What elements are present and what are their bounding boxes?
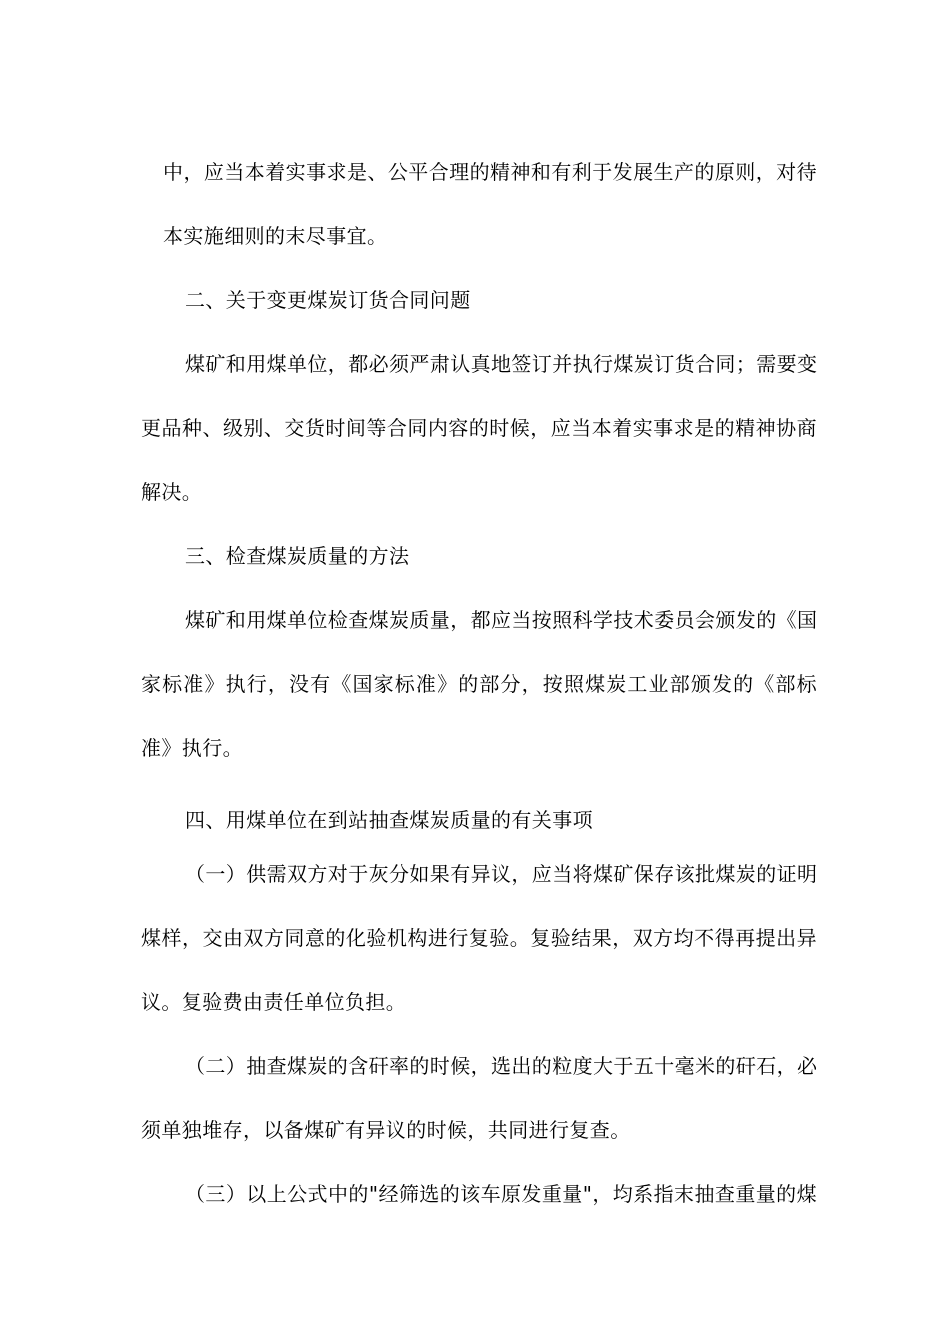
section-heading: 三、检查煤炭质量的方法 xyxy=(185,544,410,568)
paragraph-line: 议。复验费由责任单位负担。 xyxy=(141,990,407,1014)
paragraph-line: （二）抽查煤炭的含矸率的时候，选出的粒度大于五十毫米的矸石，必 xyxy=(185,1054,818,1078)
section-heading: 二、关于变更煤炭订货合同问题 xyxy=(185,288,471,312)
paragraph-line: 中，应当本着实事求是、公平合理的精神和有利于发展生产的原则，对待 xyxy=(163,160,817,184)
paragraph-line: （三）以上公式中的"经筛选的该车原发重量"，均系指末抽查重量的煤 xyxy=(185,1182,817,1206)
paragraph-line: 本实施细则的末尽事宜。 xyxy=(163,224,388,248)
paragraph-line: 煤矿和用煤单位检查煤炭质量，都应当按照科学技术委员会颁发的《国 xyxy=(185,608,818,632)
paragraph-line: 家标准》执行，没有《国家标准》的部分，按照煤炭工业部颁发的《部标 xyxy=(141,672,817,696)
paragraph-line: 煤样，交由双方同意的化验机构进行复验。复验结果，双方均不得再提出异 xyxy=(141,926,817,950)
paragraph-line: （一）供需双方对于灰分如果有异议，应当将煤矿保存该批煤炭的证明 xyxy=(185,862,818,886)
paragraph-line: 准》执行。 xyxy=(141,736,243,760)
paragraph-line: 解决。 xyxy=(141,480,203,504)
paragraph-line: 须单独堆存，以备煤矿有异议的时候，共同进行复查。 xyxy=(141,1118,631,1142)
section-heading: 四、用煤单位在到站抽查煤炭质量的有关事项 xyxy=(185,808,593,832)
paragraph-line: 煤矿和用煤单位，都必须严肃认真地签订并执行煤炭订货合同；需要变 xyxy=(185,352,818,376)
paragraph-line: 更品种、级别、交货时间等合同内容的时候，应当本着实事求是的精神协商 xyxy=(141,416,817,440)
